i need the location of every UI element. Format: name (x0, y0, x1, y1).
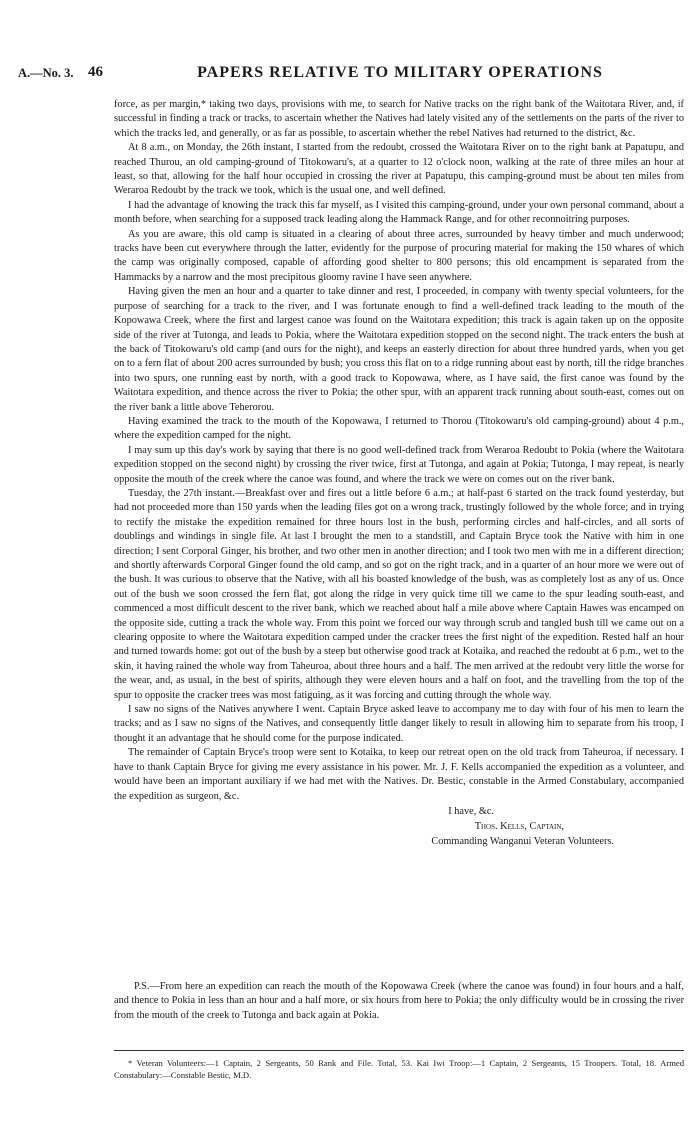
footnote (114, 1057, 684, 1081)
letter-body (114, 98, 684, 849)
paragraph: The remainder of Captain Bryce's troop were sent to Kotaika, to keep our retreat open on the old track from Taheuroa, if necessary. I have to thank Captain Bryce for giving me every assistance in his power. Mr. J. F. Kells accompanied the expedition as a volunteer, and would have been an important auxiliary if we had met with the Natives. Dr. Bestic, constable in the Armed Constabulary, accompanied the expedition as surgeon, &c. (114, 747, 684, 802)
paragraph: I saw no signs of the Natives anywhere I went. Captain Bryce asked leave to accompany me to day with four of his men to learn the tracks; and as I saw no signs of the Natives, and consequently little danger likely to result in allowing him to separate from his troop, I thought it an advantage that he should come for the purpose indicated. (114, 704, 684, 744)
footnote-text: * Veteran Volunteers:—1 Captain, 2 Sergeants, 50 Rank and File. Total, 53. Kai Iwi Troop:—1 Captain, 2 Sergeants, 15 Troopers. Total, 18. Armed Constabulary:—Constable Bestic, M.D. (114, 1058, 684, 1080)
signature-title: Commanding Wanganui Veteran Volunteers. (431, 835, 614, 847)
signature-name: Thos. Kells, Captain, (474, 820, 564, 832)
footnote-divider (114, 1050, 684, 1051)
signature-block (114, 804, 684, 849)
signature-closing: I have, &c. (448, 805, 494, 817)
page-number: 46 (88, 64, 103, 80)
paragraph: At 8 a.m., on Monday, the 26th instant, I started from the redoubt, crossed the Waitotara River on to the right bank at Papatupu, and reached Thurou, an old camping-ground of Titokowaru's, at a quarter to 12 o'clock noon, walking at the rate of three miles an hour at least, so that, allowing for the half hour occupied in crossing the river at Papatupu, this camping-ground must be about ten miles from Weraroa Redoubt by the track we took, which is the usual one, and well defined. (114, 142, 684, 197)
paragraph: Having examined the track to the mouth of the Kopowawa, I returned to Thorou (Titokowaru's old camping-ground) about 4 p.m., where the expedition camped for the night. (114, 415, 684, 442)
running-title: PAPERS RELATIVE TO MILITARY OPERATIONS (197, 64, 603, 81)
paragraph: I had the advantage of knowing the track this far myself, as I visited this camping-ground, under your own personal command, about a month before, when searching for a supposed track leading along the Hammack Range, and for other reconnoitring purposes. (114, 199, 684, 226)
page-header (18, 64, 682, 88)
paragraph: force, as per margin,* taking two days, provisions with me, to search for Native tracks on the right bank of the Waitotara River, and, if successful in finding a track or tracks, to ascertain whether the Natives had lately visited any of the settlements on the parts of the river to which the tracks led, and generally, or as far as possible, to ascertain whether the rebel Natives had returned to the district, &c. (114, 99, 684, 139)
paragraph: As you are aware, this old camp is situated in a clearing of about three acres, surrounded by heavy timber and much underwood; tracks have been cut everywhere through the latter, evidently for the purpose of procuring material for making the 150 whares of which the camp was originally composed, capable of affording good shelter to 800 persons; this old encampment is separated from the Hammacks by a narrow and the most precipitous gloomy ravine I have seen anywhere. (114, 228, 684, 283)
postscript-text: P.S.—From here an expedition can reach the mouth of the Kopowawa Creek (where the canoe was found) in four hours and a half, and thence to Pokia in less than an hour and a half more, or six hours from here to Pokia; the only difficulty would be in crossing the river from the mouth of the creek to Tutonga and back again at Pokia. (114, 981, 684, 1021)
document-reference: A.—No. 3. (18, 66, 74, 80)
postscript (114, 980, 684, 1023)
paragraph: Tuesday, the 27th instant.—Breakfast over and fires out a little before 6 a.m.; at half-past 6 started on the track found yesterday, but had not proceeded more than 150 yards when the leading files got on a wrong track, trustingly followed by the whole force; and in trying to rectify the mistake the expedition remained for three hours lost in the bush, performing circles and half-circles, and all sorts of doublings and windings in single file. At last I brought the men to a standstill, and Captain Bryce took the Native with him in one direction; I sent Corporal Ginger, his brother, and two other men in another direction; and I took two men with me in a different direction; and shortly afterwards Corporal Ginger found the old camp, and so got on the right track, and in a quarter of an hour more we were out of the bush. It was curious to observe that the Native, with all his boasted knowledge of the bush, was as completely lost as any of us. Once out of the bush we soon crossed the fern flat, got along the ridge in very quick time till we came to the spur leading south-east, and commenced a most difficult descent to the river bank, which we reached about half a mile above where Captain Hawes was encamped on the opposite side, cutting a track the whole way. From this point we forced our way through scrub and tangled bush till we came out on a clearing opposite to where the Waitotara expedition camped under the cracker trees the first night of the expedition. Rested half an hour and turned towards home: got out of the bush by a steep but otherwise good track at Kotaika, and reached the redoubt at 6 p.m., wet to the skin, it having rained the whole way from Taheuroa, about three hours and a half. The men arrived at the redoubt very little the worse for the wear, and, as usual, in the best of spirits, although they were eleven hours and a half on foot, and the travelling from the top of the spur to opposite the cracker trees was most fatiguing, as it was forcing and cutting through the whole way. (114, 487, 684, 701)
paragraph: Having given the men an hour and a quarter to take dinner and rest, I proceeded, in company with twenty special volunteers, for the purpose of searching for a track to the river, and I was fortunate enough to find a well-defined track leading to the mouth of the Kopowawa Creek, where the first and largest canoe was found on the Waitotara expedition; this track is again taken up on the opposite side of the river at Tutonga, and leads to Pokia, where the Waitotara expedition stopped on the second night. The track enters the bush at the back of Titokowaru's old camp (and ours for the night), and keeps an easterly direction for about three hundred yards, when you get on to a fern flat of about 200 acres surrounded by bush; you cross this flat on to a ridge running about east by north, till the ridge branches into two spurs, one running east by north, with a good track to Kopowawa, where, as I have said, the first canoe was found by the Waitotara expedition, and thence across the river to Pokia; the other spur, with an apparent track running about south-east, comes out on the river bank a little above Teherorou. (114, 286, 684, 413)
paragraph: I may sum up this day's work by saying that there is no good well-defined track from Weraroa Redoubt to Pokia (where the Waitotara expedition stopped on the second night) by crossing the river twice, first at Tutonga, and again at Pokia; Tutonga, I may repeat, is nearly opposite the mouth of the creek where the canoe was found, and where the track we were on comes out on the river bank. (114, 444, 684, 485)
